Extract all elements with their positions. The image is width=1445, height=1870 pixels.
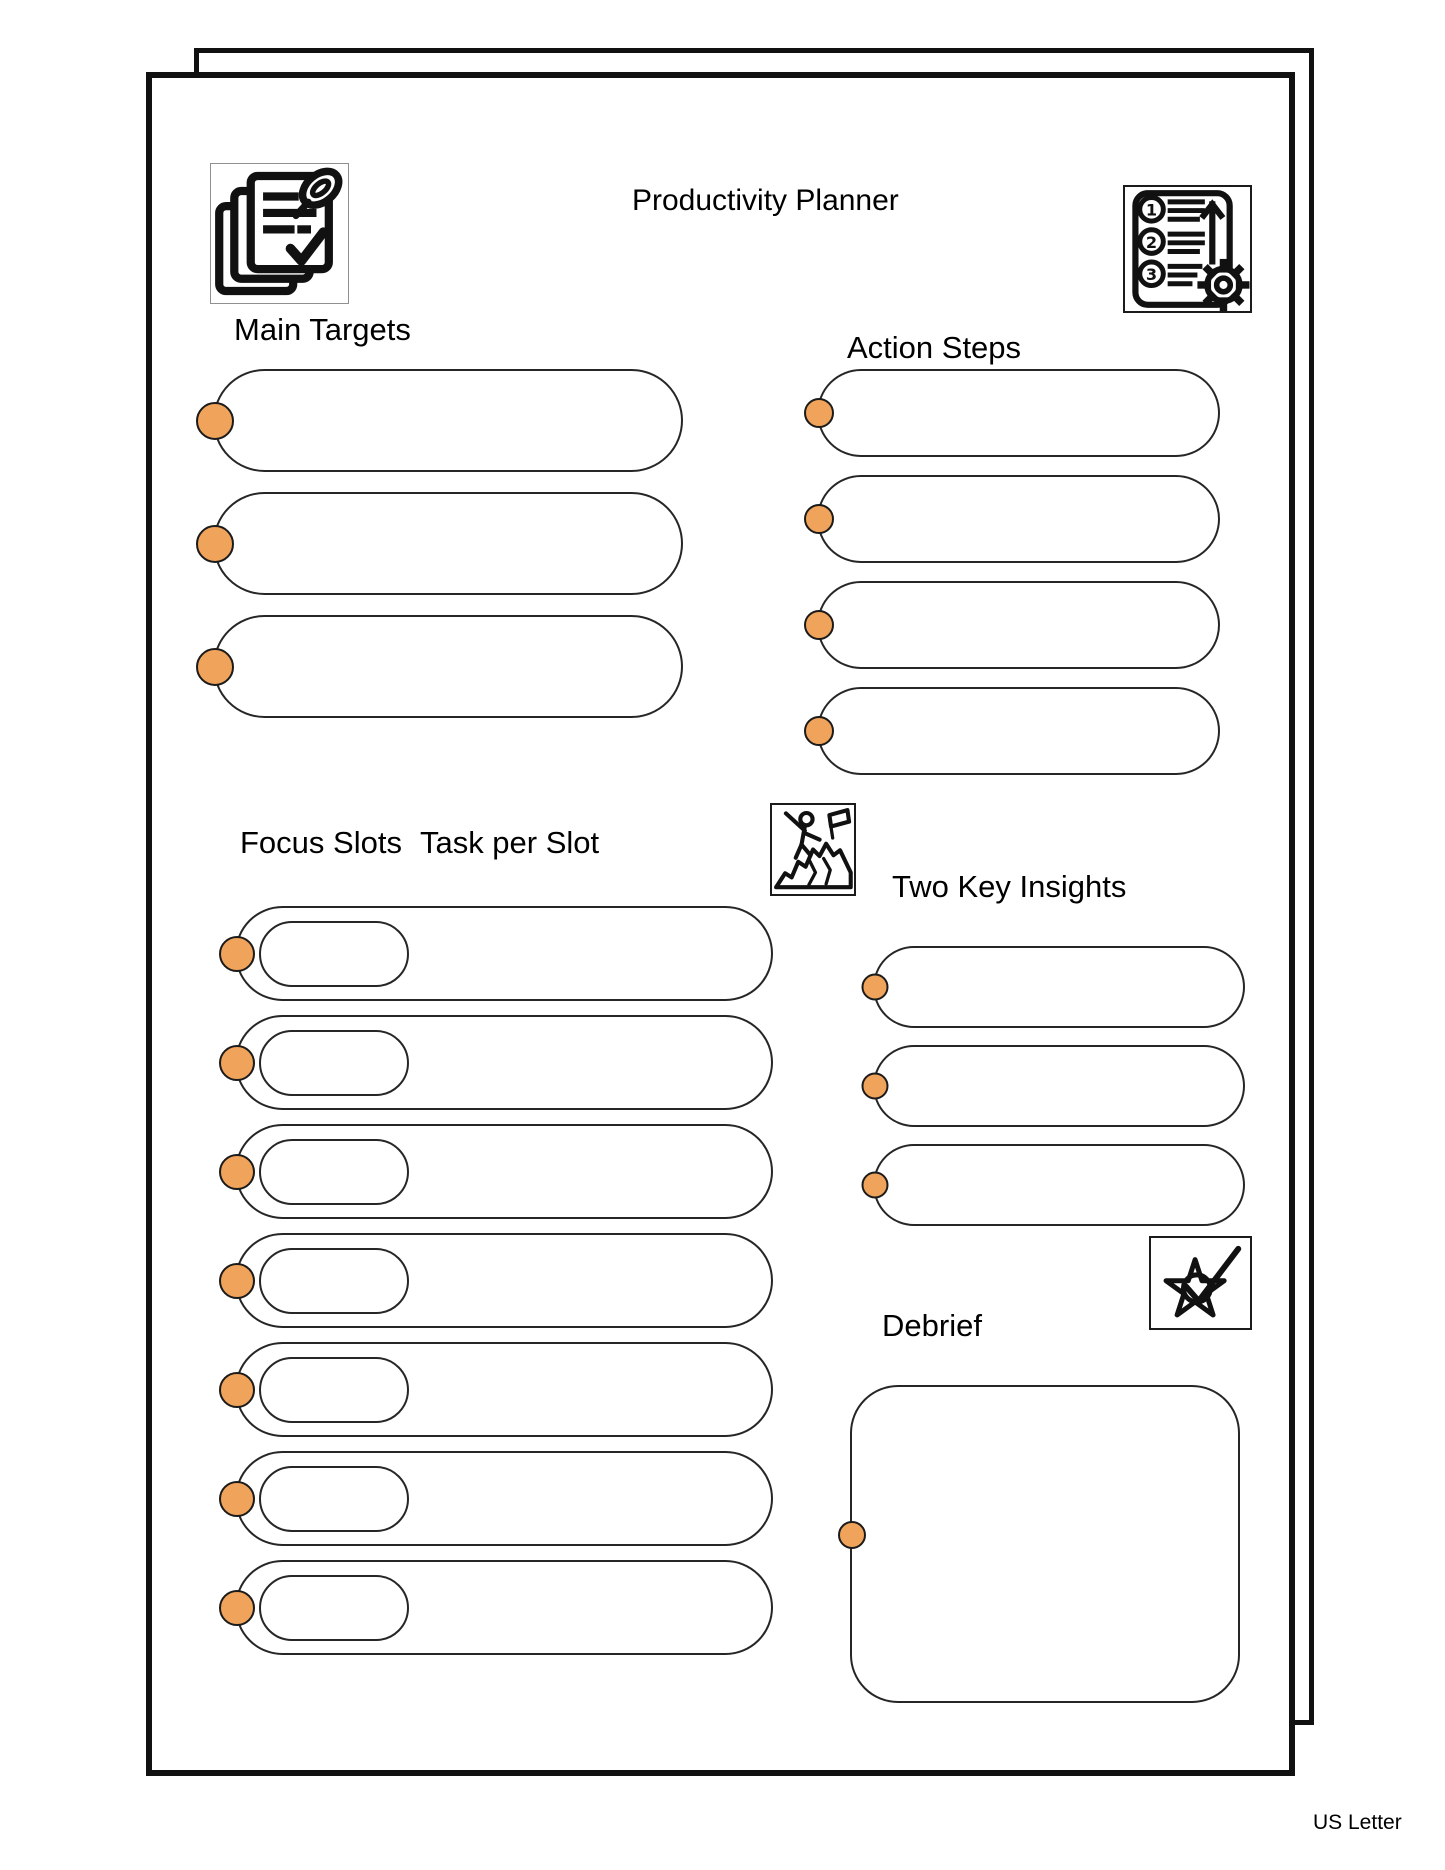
bullet-dot — [219, 1045, 255, 1081]
bullet-dot — [862, 974, 889, 1001]
bullet-dot — [219, 1263, 255, 1299]
task-time-pill[interactable] — [259, 921, 409, 987]
bullet-dot — [219, 1590, 255, 1626]
bullet-dot — [804, 610, 834, 640]
insight-slot[interactable] — [873, 946, 1245, 1028]
bullet-dot — [804, 504, 834, 534]
focus-slot[interactable] — [235, 1233, 773, 1328]
section-title-focus — [240, 826, 599, 860]
svg-text:3: 3 — [1145, 265, 1158, 284]
task-per-slot-label: Task per Slot — [419, 825, 600, 860]
bullet-dot — [196, 402, 234, 440]
paper-format-label: US Letter — [1313, 1811, 1402, 1834]
section-title-action-steps: Action Steps — [847, 330, 1022, 365]
main-target-slot[interactable] — [213, 369, 683, 472]
focus-slot[interactable] — [235, 1342, 773, 1437]
debrief-area[interactable] — [850, 1385, 1240, 1703]
action-step-slot[interactable] — [817, 475, 1220, 563]
bullet-dot — [219, 1372, 255, 1408]
bullet-dot — [862, 1172, 889, 1199]
focus-slot[interactable] — [235, 1560, 773, 1655]
insights-list — [873, 946, 1245, 1226]
focus-slots-label: Focus Slots — [240, 825, 402, 860]
task-time-pill[interactable] — [259, 1248, 409, 1314]
bullet-dot — [196, 648, 234, 686]
focus-slots-list — [235, 906, 773, 1655]
action-steps-list — [817, 369, 1220, 775]
section-title-main-targets: Main Targets — [234, 312, 411, 347]
bullet-dot — [219, 1481, 255, 1517]
svg-text:1: 1 — [1145, 200, 1158, 220]
task-time-pill[interactable] — [259, 1357, 409, 1423]
bullet-dot — [838, 1521, 866, 1549]
task-time-pill[interactable] — [259, 1575, 409, 1641]
bullet-dot — [196, 525, 234, 563]
main-targets-list — [213, 369, 683, 718]
mountain-climber-flag-icon — [770, 803, 856, 896]
task-time-pill[interactable] — [259, 1139, 409, 1205]
action-step-slot[interactable] — [817, 687, 1220, 775]
section-title-debrief: Debrief — [882, 1308, 982, 1343]
page-title: Productivity Planner — [632, 184, 899, 217]
main-target-slot[interactable] — [213, 492, 683, 595]
bullet-dot — [219, 936, 255, 972]
section-title-insights: Two Key Insights — [892, 869, 1127, 904]
main-target-slot[interactable] — [213, 615, 683, 718]
ordered-list-gear-icon — [1123, 185, 1252, 313]
action-step-slot[interactable] — [817, 581, 1220, 669]
focus-slot[interactable] — [235, 1015, 773, 1110]
bullet-dot — [219, 1154, 255, 1190]
insight-slot[interactable] — [873, 1045, 1245, 1127]
bullet-dot — [862, 1073, 889, 1100]
star-check-icon — [1149, 1236, 1252, 1330]
svg-text:2: 2 — [1145, 232, 1158, 252]
focus-slot[interactable] — [235, 1124, 773, 1219]
insight-slot[interactable] — [873, 1144, 1245, 1226]
task-time-pill[interactable] — [259, 1466, 409, 1532]
notes-pushpin-icon — [210, 163, 349, 304]
focus-slot[interactable] — [235, 906, 773, 1001]
bullet-dot — [804, 398, 834, 428]
task-time-pill[interactable] — [259, 1030, 409, 1096]
bullet-dot — [804, 716, 834, 746]
action-step-slot[interactable] — [817, 369, 1220, 457]
focus-slot[interactable] — [235, 1451, 773, 1546]
